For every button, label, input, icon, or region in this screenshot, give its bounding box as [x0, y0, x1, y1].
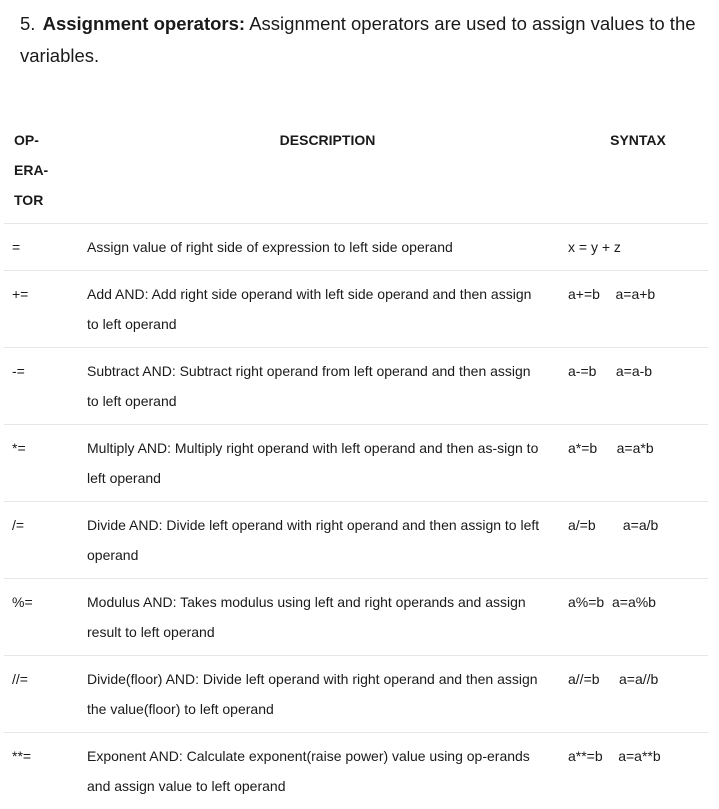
table-row — [4, 733, 708, 809]
syntax-cell: a**=b a=a**b — [568, 733, 708, 809]
operator-cell: //= — [4, 656, 87, 733]
assignment-operators-table — [4, 118, 708, 809]
table-row — [4, 656, 708, 733]
table-row — [4, 348, 708, 425]
syntax-cell: x = y + z — [568, 224, 708, 271]
description-cell: Multiply AND: Multiply right operand with left operand and then as-sign to left operand — [87, 425, 568, 502]
operator-cell: /= — [4, 502, 87, 579]
description-cell: Modulus AND: Takes modulus using left and right operands and assign result to left operand — [87, 579, 568, 656]
operator-cell: *= — [4, 425, 87, 502]
syntax-cell: a+=b a=a+b — [568, 271, 708, 348]
operator-cell: %= — [4, 579, 87, 656]
operator-cell: += — [4, 271, 87, 348]
table-row — [4, 579, 708, 656]
description-cell: Subtract AND: Subtract right operand from left operand and then assign to left operand — [87, 348, 568, 425]
description-cell: Add AND: Add right side operand with left side operand and then assign to left operand — [87, 271, 568, 348]
section-heading: Assignment operators: — [43, 13, 246, 34]
description-cell: Divide AND: Divide left operand with right operand and then assign to left operand — [87, 502, 568, 579]
section-description: Assignment operators are used to assign values to the variables. — [20, 13, 696, 66]
table-header-row — [4, 118, 708, 224]
table-row — [4, 271, 708, 348]
header-operator-line: TOR — [14, 185, 87, 215]
syntax-cell: a*=b a=a*b — [568, 425, 708, 502]
section-intro — [20, 8, 715, 72]
description-cell: Assign value of right side of expression to left side operand — [87, 224, 568, 271]
operator-cell: **= — [4, 733, 87, 809]
table-row — [4, 502, 708, 579]
syntax-cell: a%=b a=a%b — [568, 579, 708, 656]
operator-cell: -= — [4, 348, 87, 425]
header-operator-line: OP- — [14, 125, 87, 155]
syntax-cell: a-=b a=a-b — [568, 348, 708, 425]
section-number: 5. — [20, 13, 35, 34]
header-operator-line: ERA- — [14, 155, 87, 185]
operator-cell: = — [4, 224, 87, 271]
syntax-cell: a//=b a=a//b — [568, 656, 708, 733]
syntax-cell: a/=b a=a/b — [568, 502, 708, 579]
description-cell: Divide(floor) AND: Divide left operand with right operand and then assign the value(floor) to left operand — [87, 656, 568, 733]
header-syntax: SYNTAX — [568, 118, 708, 224]
header-operator — [4, 118, 87, 224]
header-description: DESCRIPTION — [87, 118, 568, 224]
table-row — [4, 224, 708, 271]
description-cell: Exponent AND: Calculate exponent(raise power) value using op-erands and assign value to left operand — [87, 733, 568, 809]
table-row — [4, 425, 708, 502]
